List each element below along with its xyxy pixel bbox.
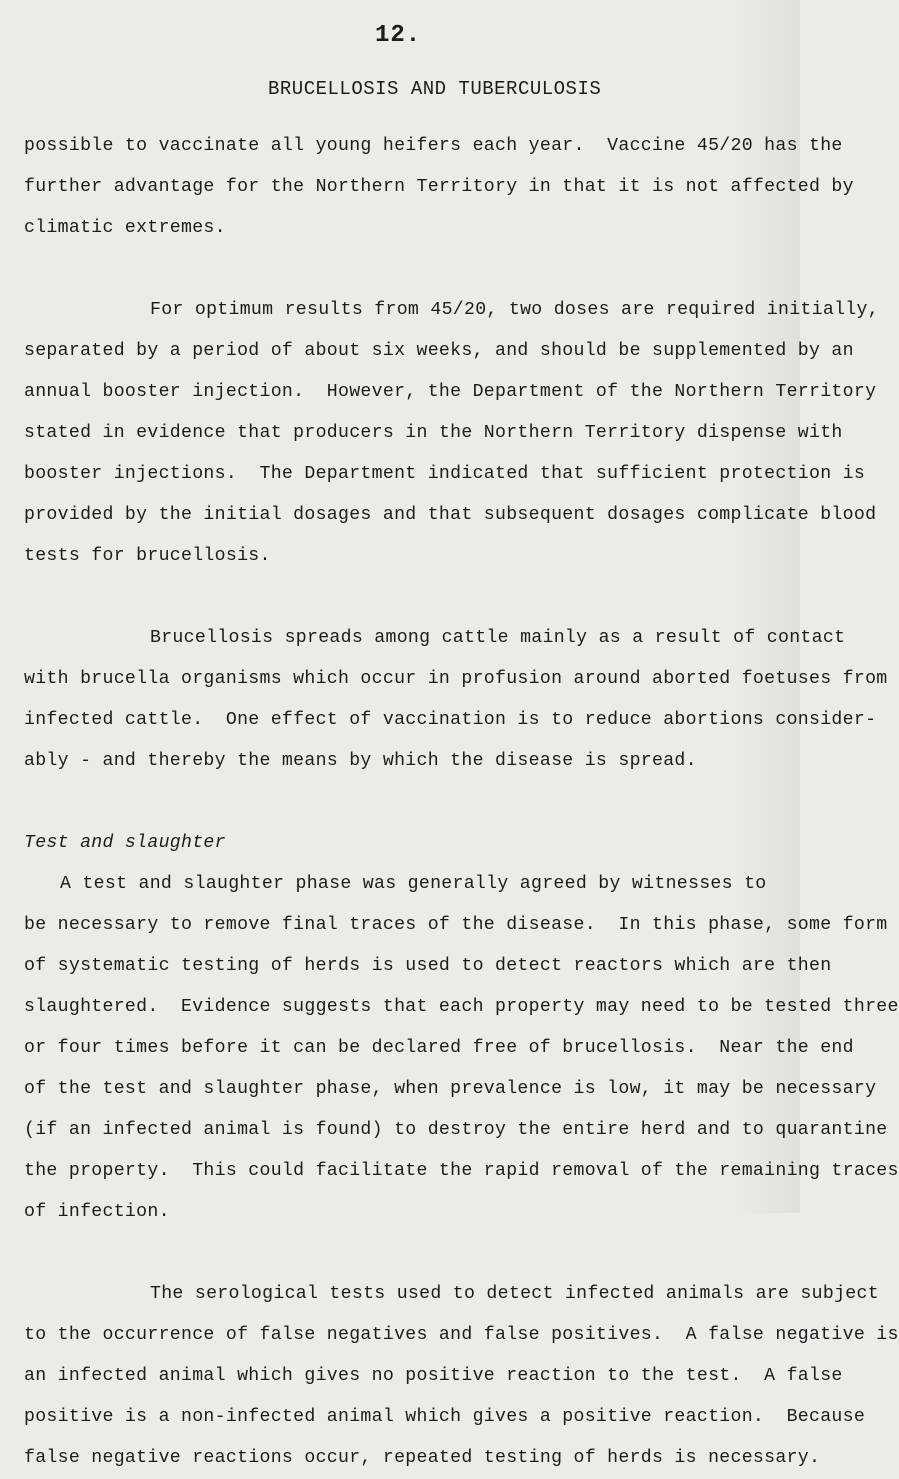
text-line: ably - and thereby the means by which the disease is spread.	[24, 751, 697, 771]
text-line: booster injections. The Department indicated that sufficient protection is	[24, 464, 866, 484]
text-line: of systematic testing of herds is used to detect reactors which are then	[24, 956, 832, 976]
text-line: slaughtered. Evidence suggests that each property may need to be tested three	[24, 997, 899, 1017]
text-line: of the test and slaughter phase, when prevalence is low, it may be necessary	[24, 1079, 877, 1099]
text-line: For optimum results from 45/20, two doses are required initially,	[150, 300, 879, 320]
section-heading: Test and slaughter	[24, 833, 226, 853]
text-line: (if an infected animal is found) to destroy the entire herd and to quarantine	[24, 1120, 888, 1140]
text-line: The serological tests used to detect infected animals are subject	[150, 1284, 879, 1304]
text-line: the property. This could facilitate the rapid removal of the remaining traces	[24, 1161, 899, 1181]
text-line: positive is a non-infected animal which gives a positive reaction. Because	[24, 1407, 866, 1427]
running-head: BRUCELLOSIS AND TUBERCULOSIS	[268, 78, 602, 100]
text-line: climatic extremes.	[24, 218, 226, 238]
text-line: stated in evidence that producers in the Northern Territory dispense with	[24, 423, 843, 443]
text-line: false negative reactions occur, repeated testing of herds is necessary.	[24, 1448, 821, 1468]
text-line: an infected animal which gives no positive reaction to the test. A false	[24, 1366, 843, 1386]
text-line: Brucellosis spreads among cattle mainly as a result of contact	[150, 628, 846, 648]
text-line: annual booster injection. However, the Department of the Northern Territory	[24, 382, 877, 402]
text-line: be necessary to remove final traces of the disease. In this phase, some form	[24, 915, 888, 935]
text-line: provided by the initial dosages and that subsequent dosages complicate blood	[24, 505, 877, 525]
text-line: to the occurrence of false negatives and false positives. A false negative is	[24, 1325, 899, 1345]
text-line: or four times before it can be declared free of brucellosis. Near the end	[24, 1038, 854, 1058]
body-text	[24, 126, 899, 1479]
text-line: with brucella organisms which occur in profusion around aborted foetuses from	[24, 669, 888, 689]
text-line: possible to vaccinate all young heifers each year. Vaccine 45/20 has the	[24, 136, 843, 156]
text-line: separated by a period of about six weeks, and should be supplemented by an	[24, 341, 854, 361]
text-line: of infection.	[24, 1202, 170, 1222]
text-line: infected cattle. One effect of vaccination is to reduce abortions consider-	[24, 710, 877, 730]
text-line: further advantage for the Northern Territory in that it is not affected by	[24, 177, 854, 197]
text-line: tests for brucellosis.	[24, 546, 271, 566]
text-line: A test and slaughter phase was generally agreed by witnesses to	[60, 874, 767, 894]
page-number: 12.	[375, 22, 422, 49]
